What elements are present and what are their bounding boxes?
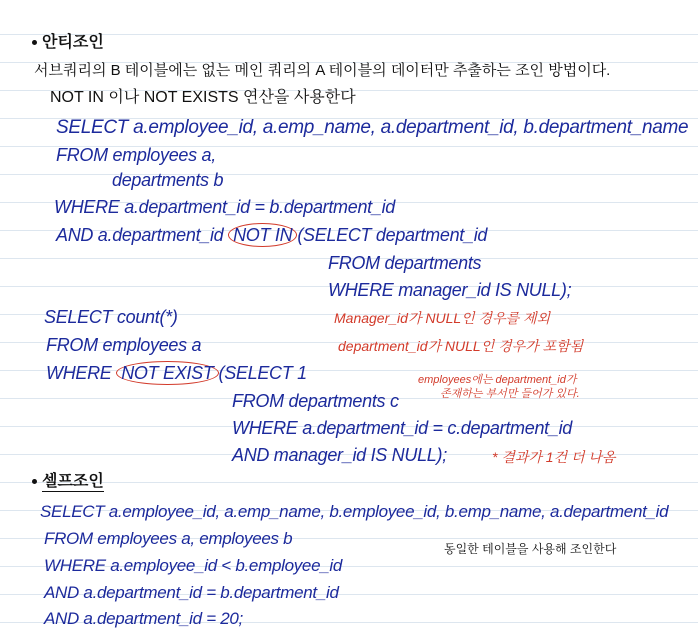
- note-result-extra: * 결과가 1건 더 나옴: [492, 449, 616, 465]
- self-join-heading: [32, 474, 104, 490]
- q1-select: SELECT a.employee_id, a.emp_name, a.department_id, b.department_name: [56, 117, 689, 138]
- q2-where-prefix: WHERE: [46, 363, 112, 383]
- q2-subquery-3: WHERE a.department_id = c.department_id: [232, 418, 572, 438]
- anti-join-operators: NOT IN 이나 NOT EXISTS 연산을 사용한다: [50, 89, 356, 106]
- q2-not-exist-circled: NOT EXIST: [116, 361, 218, 385]
- self-join-heading-text: 셀프조인: [42, 473, 104, 490]
- q2-where-line: [46, 364, 307, 382]
- bullet-dot-icon: [32, 479, 37, 484]
- note-department-null: department_id가 NULL인 경우가 포함됨: [338, 338, 584, 354]
- bullet-dot-icon: [32, 40, 37, 45]
- anti-join-heading-text: 안티조인: [42, 34, 104, 51]
- q1-and-prefix: AND a.department_id: [56, 225, 224, 245]
- q1-subquery-3: WHERE manager_id IS NULL);: [328, 280, 572, 300]
- note-employees-2: 존재하는 부서만 들어가 있다.: [440, 388, 580, 400]
- anti-join-description: 서브쿼리의 B 테이블에는 없는 메인 쿼리의 A 테이블의 데이터만 추출하는 조인 방법이다.: [34, 62, 611, 79]
- q2-select: SELECT count(*): [44, 307, 178, 327]
- q1-from-2: departments b: [112, 170, 224, 190]
- q2-subquery-1: (SELECT 1: [218, 363, 307, 383]
- self-select: SELECT a.employee_id, a.emp_name, b.employee_id, b.emp_name, a.department_id: [40, 502, 669, 521]
- note-employees-1: employees에는 department_id가: [418, 374, 577, 386]
- q1-not-in-circled: NOT IN: [228, 223, 297, 247]
- q1-subquery-2: FROM departments: [328, 253, 482, 273]
- anti-join-heading: [32, 35, 104, 51]
- q1-subquery-1: (SELECT department_id: [297, 225, 488, 245]
- q1-from: FROM employees a,: [56, 145, 216, 165]
- q2-subquery-4: AND manager_id IS NULL);: [232, 445, 447, 465]
- self-join-note: 동일한 테이블을 사용해 조인한다: [444, 542, 617, 556]
- self-and-2: AND a.department_id = 20;: [44, 609, 243, 628]
- self-from: FROM employees a, employees b: [44, 529, 293, 548]
- self-where: WHERE a.employee_id < b.employee_id: [44, 556, 343, 575]
- note-manager-null: Manager_id가 NULL인 경우를 제외: [334, 310, 551, 326]
- q1-and-line: [56, 226, 487, 244]
- q2-from: FROM employees a: [46, 335, 202, 355]
- q1-where: WHERE a.department_id = b.department_id: [54, 197, 395, 217]
- q2-subquery-2: FROM departments c: [232, 391, 399, 411]
- self-and-1: AND a.department_id = b.department_id: [44, 583, 339, 602]
